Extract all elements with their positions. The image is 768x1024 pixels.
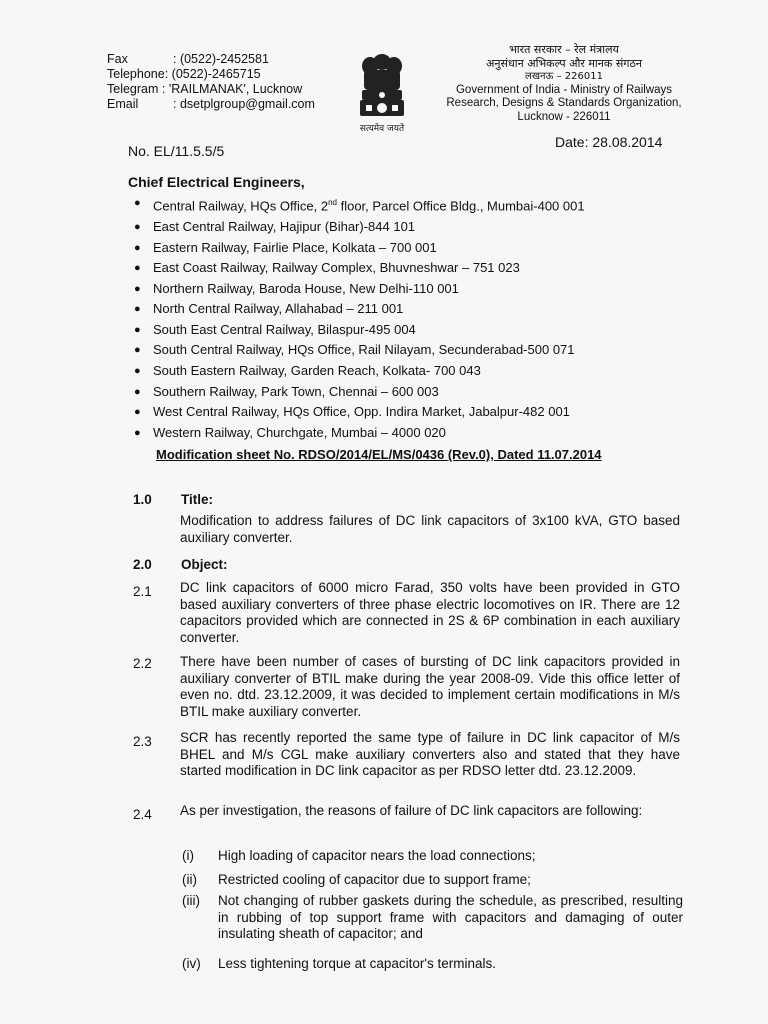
reason-label: (iv) [182,956,201,971]
org-line-2: Research, Designs & Standards Organization, [446,97,682,109]
bullet-icon: ● [134,197,141,209]
address-item [134,423,585,444]
address-item [134,361,585,382]
address-item [134,217,585,238]
address-text: Northern Railway, Baroda House, New Delhi-110 001 [153,280,459,296]
telegram-value: 'RAILMANAK', Lucknow [168,82,303,96]
telephone-value: (0522)-2465715 [171,67,261,81]
telegram-label: Telegram : [107,82,166,96]
reason-item [182,956,683,973]
address-text: South East Central Railway, Bilaspur-495 004 [153,321,416,337]
address-text: Eastern Railway, Fairlie Place, Kolkata – 700 001 [153,239,437,255]
reason-label: (iii) [182,893,200,908]
fax-label: Fax [107,52,128,66]
address-item [134,382,585,403]
hindi-line-2: अनुसंधान अभिकल्प और मानक संगठन [486,56,642,70]
bullet-icon: ● [134,303,141,316]
telephone-label: Telephone: [107,67,169,81]
section-1-body: Modification to address failures of DC link capacitors of 3x100 kVA, GTO based auxiliary converter. [180,513,680,545]
contact-block [107,52,315,112]
address-text: North Central Railway, Allahabad – 211 001 [153,301,404,317]
org-line-1: Government of India - Ministry of Railways [455,83,673,96]
reason-label: (i) [182,848,194,863]
reason-text: Restricted cooling of capacitor due to support frame; [218,872,531,887]
emblem-motto: सत्यमेव जयते [359,124,405,134]
hindi-line-1: भारत सरकार – रेल मंत्रालय [509,43,619,56]
reason-label: (ii) [182,872,197,887]
address-text: East Coast Railway, Railway Complex, Bhuvneshwar – 751 023 [153,260,520,276]
section-2-number: 2.0 [133,557,152,572]
address-item [134,279,585,300]
address-text: Central Railway, HQs Office, 2 [153,198,329,214]
para-2-2-number: 2.2 [133,656,152,671]
organization-block [440,43,688,124]
para-2-1-number: 2.1 [133,584,152,599]
bullet-icon: ● [134,323,141,336]
bullet-icon: ● [134,365,141,378]
hindi-line-3: लखनऊ – 226011 [525,71,603,82]
fax-row [107,52,315,67]
address-superscript: nd [328,198,337,207]
address-text: South Eastern Railway, Garden Reach, Kolkata- 700 043 [153,363,481,379]
para-2-3-text: SCR has recently reported the same type of failure in DC link capacitor of M/s BHEL and M/s CGL make auxiliary converters also and stated that they have started modification in DC link capacitor as per RDSO letter dtd. 23.12.2009. [180,730,680,778]
addressee-heading: Chief Electrical Engineers, [128,174,305,190]
section-1-title: Title: [181,492,214,507]
bullet-icon: ● [134,220,141,233]
telephone-row [107,67,315,82]
address-item [134,238,585,259]
para-2-4-text: As per investigation, the reasons of failure of DC link capacitors are following: [180,803,643,818]
para-2-2-text: There have been number of cases of bursting of DC link capacitors provided in auxiliary converter of BTIL make during the year 2008-09. Vide this office letter of even no. dtd. 23.12.2009, it was decided to implement certain modifications in M/s BTIL make auxiliary converter. [180,654,680,719]
address-text: West Central Railway, HQs Office, Opp. Indira Market, Jabalpur-482 001 [153,404,570,420]
address-item [134,340,585,361]
email-label: Email [107,97,139,111]
address-text-end: floor, Parcel Office Bldg., Mumbai-400 001 [336,198,585,214]
address-text: Southern Railway, Park Town, Chennai – 600 003 [153,383,439,399]
reason-text: High loading of capacitor nears the load connections; [218,848,536,863]
reason-text: Less tightening torque at capacitor's terminals. [218,956,496,971]
bullet-icon: ● [134,282,141,295]
telegram-row [107,82,315,97]
bullet-icon: ● [134,426,141,439]
bullet-icon: ● [134,406,141,419]
address-item [134,258,585,279]
para-2-1-text: DC link capacitors of 6000 micro Farad, 350 volts have been provided in GTO based auxiliary converters of three phase electric locomotives on IR. There are 12 capacitors provided which are connected in 2S & 6P combination in each auxiliary converter. [180,580,680,645]
reason-item [182,848,683,865]
address-list [134,193,585,443]
reason-item [182,872,683,889]
email-row [107,97,315,112]
address-item [134,193,585,217]
national-emblem [346,52,418,136]
address-text: Western Railway, Churchgate, Mumbai – 4000 020 [153,424,446,440]
email-value: : dsetplgroup@gmail.com [173,97,315,111]
address-item [134,402,585,423]
fax-value: : (0522)-2452581 [173,52,269,66]
bullet-icon: ● [134,344,141,357]
para-2-4-number: 2.4 [133,807,152,822]
bullet-icon: ● [134,385,141,398]
bullet-icon: ● [134,262,141,275]
org-line-3: Lucknow - 226011 [517,110,611,123]
section-1-number: 1.0 [133,492,152,507]
bullet-icon: ● [134,241,141,254]
para-2-3-number: 2.3 [133,734,152,749]
reference-number: No. EL/11.5.5/5 [128,143,225,159]
address-item [134,320,585,341]
address-item [134,299,585,320]
modification-sheet-reference: Modification sheet No. RDSO/2014/EL/MS/0436 (Rev.0), Dated 11.07.2014 [156,447,602,462]
reason-text: Not changing of rubber gaskets during the schedule, as prescribed, resulting in rubbing of top support frame with capacitors and damaging of outer insulating sheath of capacitor; and [218,893,683,941]
emblem-icon [355,52,409,120]
address-text: East Central Railway, Hajipur (Bihar)-844 101 [153,218,416,234]
reason-item [182,893,683,943]
letter-date: Date: 28.08.2014 [555,134,663,150]
section-2-title: Object: [181,557,228,572]
address-text: South Central Railway, HQs Office, Rail Nilayam, Secunderabad-500 071 [153,342,575,358]
